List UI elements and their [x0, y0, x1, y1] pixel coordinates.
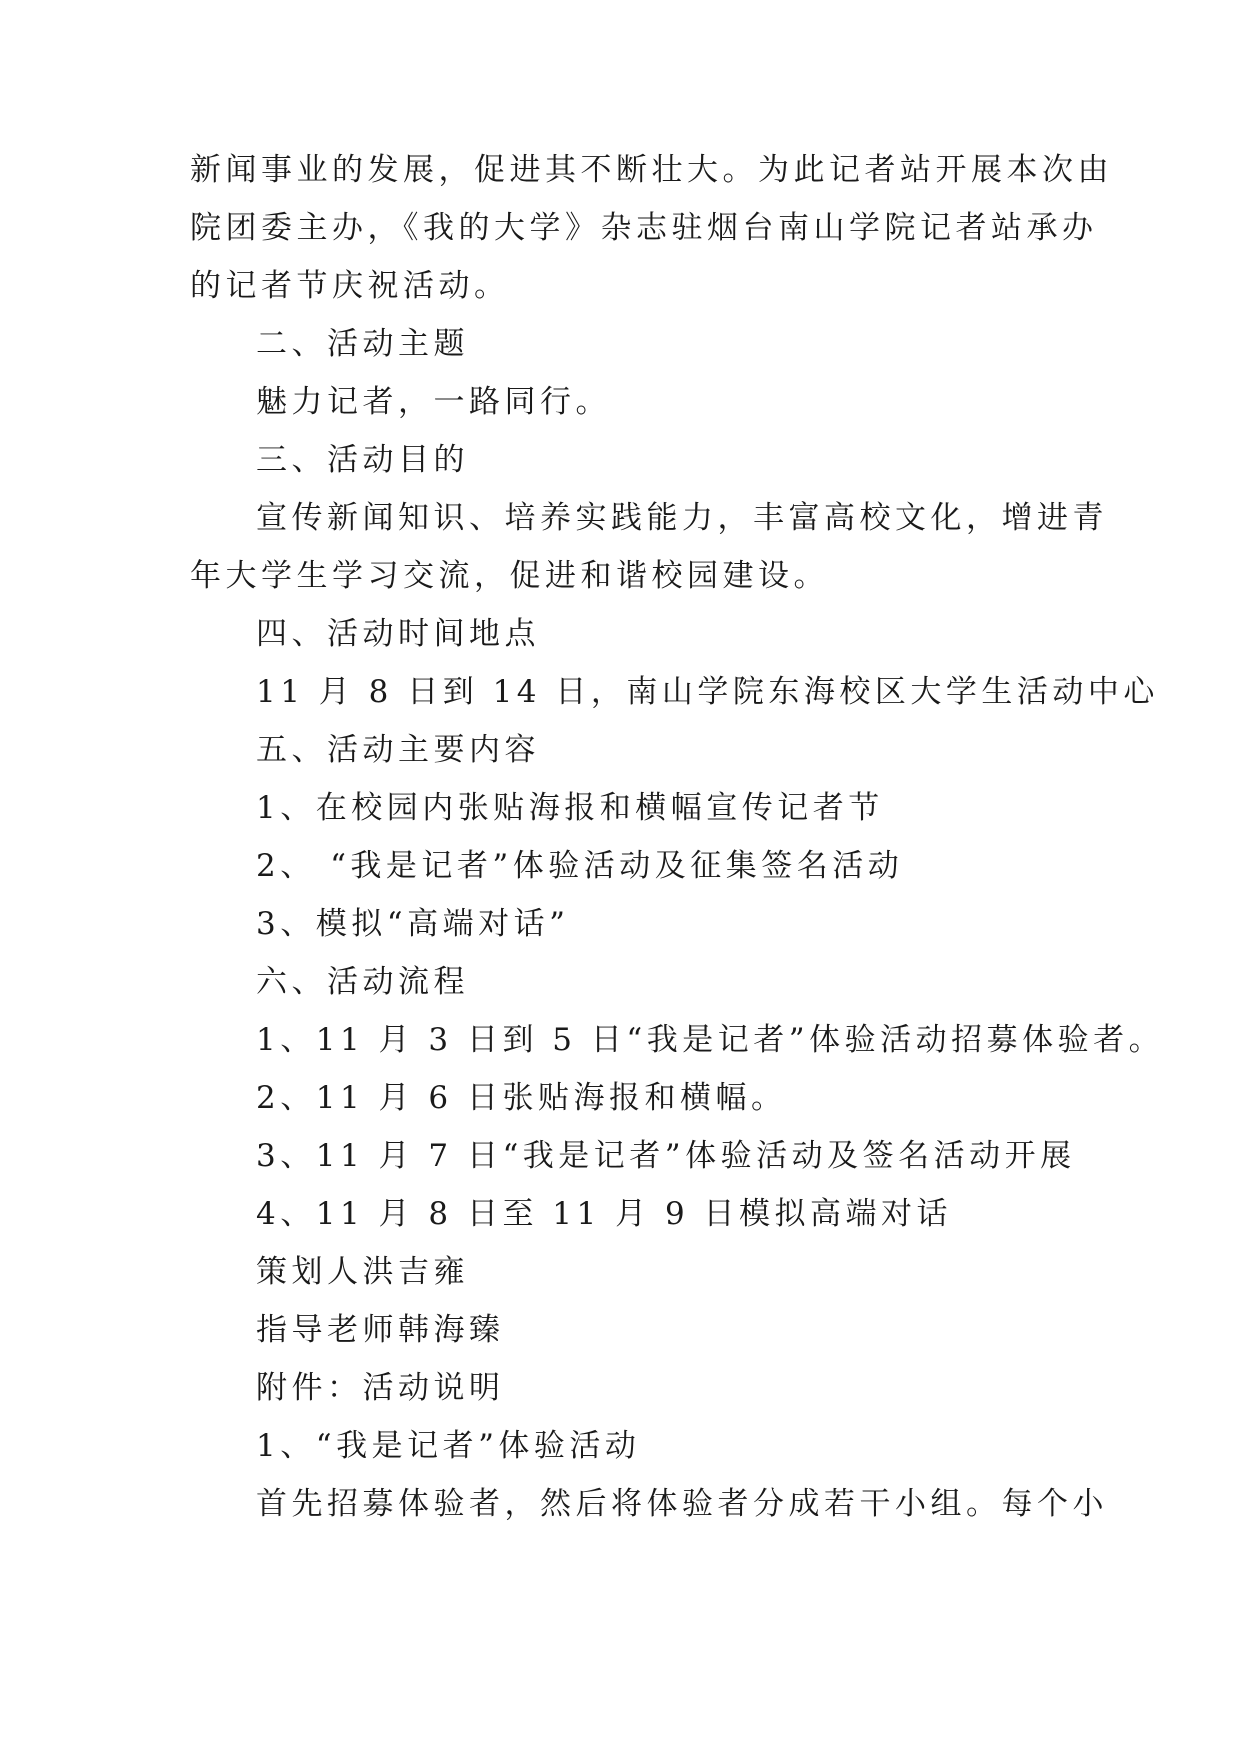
paragraph-line: 院团委主办，《我的大学》杂志驻烟台南山学院记者站承办: [190, 210, 1098, 246]
paragraph-line: 首先招募体验者，然后将体验者分成若干小组。每个小: [256, 1486, 1108, 1522]
list-item: 3、11 月 7 日“我是记者”体验活动及签名活动开展: [256, 1138, 1076, 1174]
paragraph-line: 宣传新闻知识、培养实践能力，丰富高校文化，增进青: [256, 500, 1108, 536]
list-item: 2、 “我是记者”体验活动及征集签名活动: [256, 848, 904, 884]
paragraph-line: 的记者节庆祝活动。: [190, 268, 510, 304]
paragraph-line: 指导老师韩海臻: [256, 1312, 505, 1348]
section-heading: 五、活动主要内容: [256, 732, 540, 768]
paragraph-line: 魅力记者，一路同行。: [256, 384, 611, 420]
paragraph-line: 新闻事业的发展，促进其不断壮大。为此记者站开展本次由: [190, 152, 1113, 188]
section-heading: 二、活动主题: [256, 326, 469, 362]
list-item: 2、11 月 6 日张贴海报和横幅。: [256, 1080, 787, 1116]
list-item: 3、模拟“高端对话”: [256, 906, 570, 942]
paragraph-line: 附件：活动说明: [256, 1370, 505, 1406]
section-heading: 六、活动流程: [256, 964, 469, 1000]
paragraph-line: 策划人洪吉雍: [256, 1254, 469, 1290]
paragraph-line: 11 月 8 日到 14 日，南山学院东海校区大学生活动中心: [256, 674, 1159, 710]
section-heading: 三、活动目的: [256, 442, 469, 478]
list-item: 1、11 月 3 日到 5 日“我是记者”体验活动招募体验者。: [256, 1022, 1165, 1058]
paragraph-line: 年大学生学习交流，促进和谐校园建设。: [190, 558, 829, 594]
list-item: 1、“我是记者”体验活动: [256, 1428, 641, 1464]
section-heading: 四、活动时间地点: [256, 616, 540, 652]
list-item: 4、11 月 8 日至 11 月 9 日模拟高端对话: [256, 1196, 953, 1232]
list-item: 1、在校园内张贴海报和横幅宣传记者节: [256, 790, 884, 826]
